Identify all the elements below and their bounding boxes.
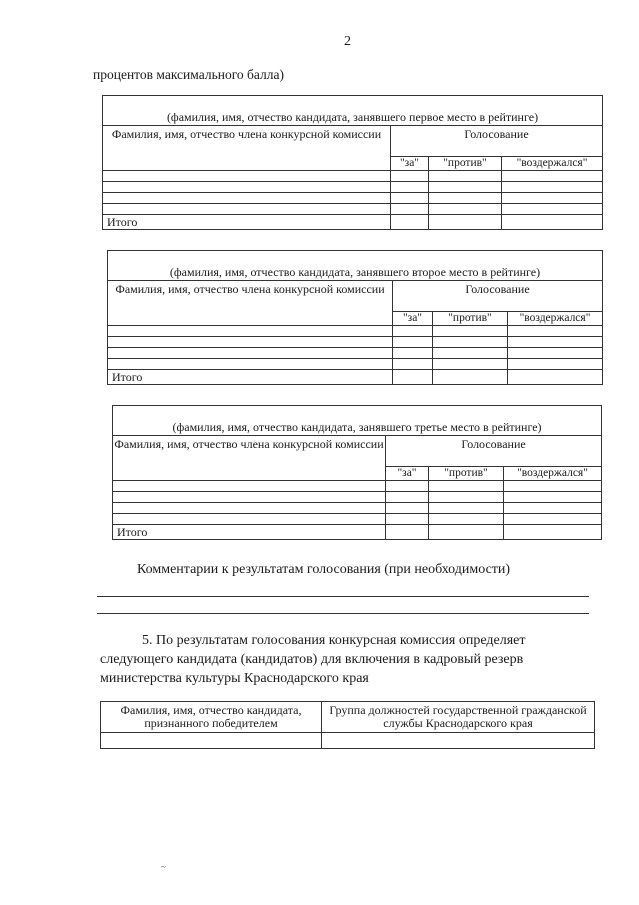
member-header: Фамилия, имя, отчество члена конкурсной комиссии (108, 281, 393, 326)
table-row (103, 204, 603, 215)
vote-header: Голосование (386, 436, 602, 467)
option-for: "за" (386, 467, 429, 481)
table-row (103, 182, 603, 193)
table-row (113, 481, 602, 492)
total-label: Итого (113, 525, 386, 540)
scan-mark: ~ (161, 862, 166, 872)
paragraph-line: 5. По результатам голосования конкурсная комиссия определяет (142, 633, 526, 648)
winner-name-header: Фамилия, имя, отчество кандидата, признанного победителем (101, 702, 322, 733)
table-row (108, 359, 603, 370)
position-group-header: Группа должностей государственной гражданской службы Краснодарского края (322, 702, 595, 733)
option-against: "против" (429, 157, 502, 171)
vote-table-second (107, 250, 603, 385)
member-header: Фамилия, имя, отчество члена конкурсной комиссии (103, 126, 391, 171)
intro-fragment: процентов максимального балла) (93, 67, 284, 82)
comment-line (97, 613, 589, 614)
option-abstain: "воздержался" (508, 312, 603, 326)
page-number: 2 (344, 34, 351, 49)
vote-table-third (112, 405, 602, 540)
table-row (113, 503, 602, 514)
candidate-title: (фамилия, имя, отчество кандидата, занявшего второе место в рейтинге) (108, 251, 603, 281)
option-against: "против" (433, 312, 508, 326)
candidate-title: (фамилия, имя, отчество кандидата, занявшего первое место в рейтинге) (103, 96, 603, 126)
winner-table (100, 701, 595, 749)
table-row (113, 514, 602, 525)
comment-line (97, 596, 589, 597)
option-against: "против" (429, 467, 504, 481)
table-row (113, 492, 602, 503)
vote-header: Голосование (391, 126, 603, 157)
candidate-title: (фамилия, имя, отчество кандидата, занявшего третье место в рейтинге) (113, 406, 602, 436)
table-row (108, 326, 603, 337)
table-row (108, 337, 603, 348)
member-header: Фамилия, имя, отчество члена конкурсной комиссии (113, 436, 386, 481)
comments-label: Комментарии к результатам голосования (при необходимости) (137, 562, 511, 577)
paragraph-line: следующего кандидата (кандидатов) для включения в кадровый резерв (100, 652, 524, 667)
vote-table-first (102, 95, 603, 230)
table-row (103, 171, 603, 182)
table-row (103, 193, 603, 204)
option-abstain: "воздержался" (504, 467, 602, 481)
vote-header: Голосование (393, 281, 603, 312)
table-row (101, 733, 595, 749)
total-label: Итого (103, 215, 391, 230)
table-row (108, 348, 603, 359)
paragraph-line: министерства культуры Краснодарского края (100, 671, 369, 686)
option-abstain: "воздержался" (502, 157, 603, 171)
total-label: Итого (108, 370, 393, 385)
option-for: "за" (393, 312, 433, 326)
option-for: "за" (391, 157, 429, 171)
decision-paragraph (100, 631, 614, 688)
